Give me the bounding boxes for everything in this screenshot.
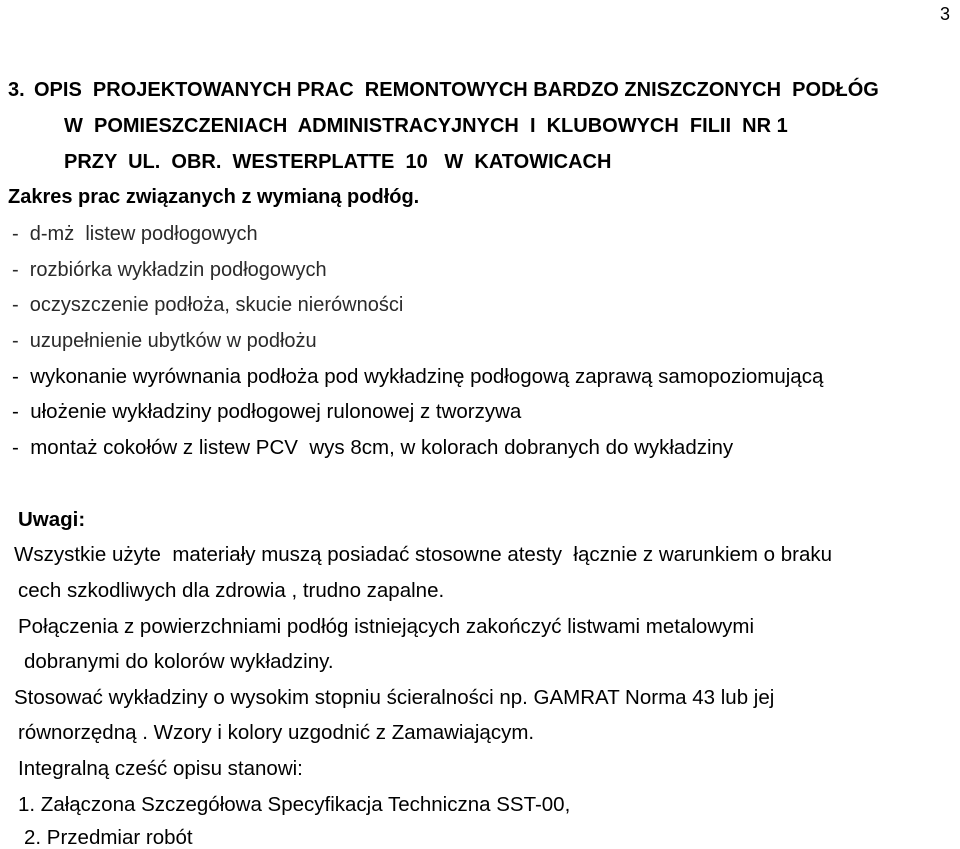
notes-title: Uwagi: <box>18 508 86 531</box>
notes-line: dobranymi do kolorów wykładziny. <box>24 650 334 673</box>
scope-item: - oczyszczenie podłoża, skucie nierówności <box>12 294 404 316</box>
notes-line: 2. Przedmiar robót <box>24 826 193 849</box>
notes-line: Stosować wykładziny o wysokim stopniu ścieralności np. GAMRAT Norma 43 lub jej <box>14 686 775 709</box>
scope-item: - ułożenie wykładziny podłogowej rulonowej z tworzywa <box>12 400 522 423</box>
heading-number: 3. <box>8 79 25 101</box>
scope-item: - montaż cokołów z listew PCV wys 8cm, w kolorach dobranych do wykładziny <box>12 436 734 459</box>
scope-item: - d-mż listew podłogowych <box>12 223 258 245</box>
scope-item: - rozbiórka wykładzin podłogowych <box>12 259 327 281</box>
notes-line: Integralną cześć opisu stanowi: <box>18 757 303 780</box>
scope-title: Zakres prac związanych z wymianą podłóg. <box>8 186 420 208</box>
notes-line: równorzędną . Wzory i kolory uzgodnić z Zamawiającym. <box>18 721 535 744</box>
notes-line: Wszystkie użyte materiały muszą posiadać stosowne atesty łącznie z warunkiem o braku <box>14 543 833 566</box>
heading-line-3: PRZY UL. OBR. WESTERPLATTE 10 W KATOWICACH <box>64 151 612 173</box>
notes-line: 1. Załączona Szczegółowa Specyfikacja Techniczna SST-00, <box>18 793 571 816</box>
heading-line-2: W POMIESZCZENIACH ADMINISTRACYJNYCH I KLUBOWYCH FILII NR 1 <box>64 115 788 137</box>
heading-line-1: OPIS PROJEKTOWANYCH PRAC REMONTOWYCH BARDZO ZNISZCZONYCH PODŁÓG <box>34 79 879 101</box>
notes-line: Połączenia z powierzchniami podłóg istniejących zakończyć listwami metalowymi <box>18 615 755 638</box>
scope-item: - wykonanie wyrównania podłoża pod wykładzinę podłogową zaprawą samopoziomującą <box>12 365 824 388</box>
page-number: 3 <box>940 4 951 24</box>
scope-item: - uzupełnienie ubytków w podłożu <box>12 330 317 352</box>
notes-line: cech szkodliwych dla zdrowia , trudno zapalne. <box>18 579 445 602</box>
